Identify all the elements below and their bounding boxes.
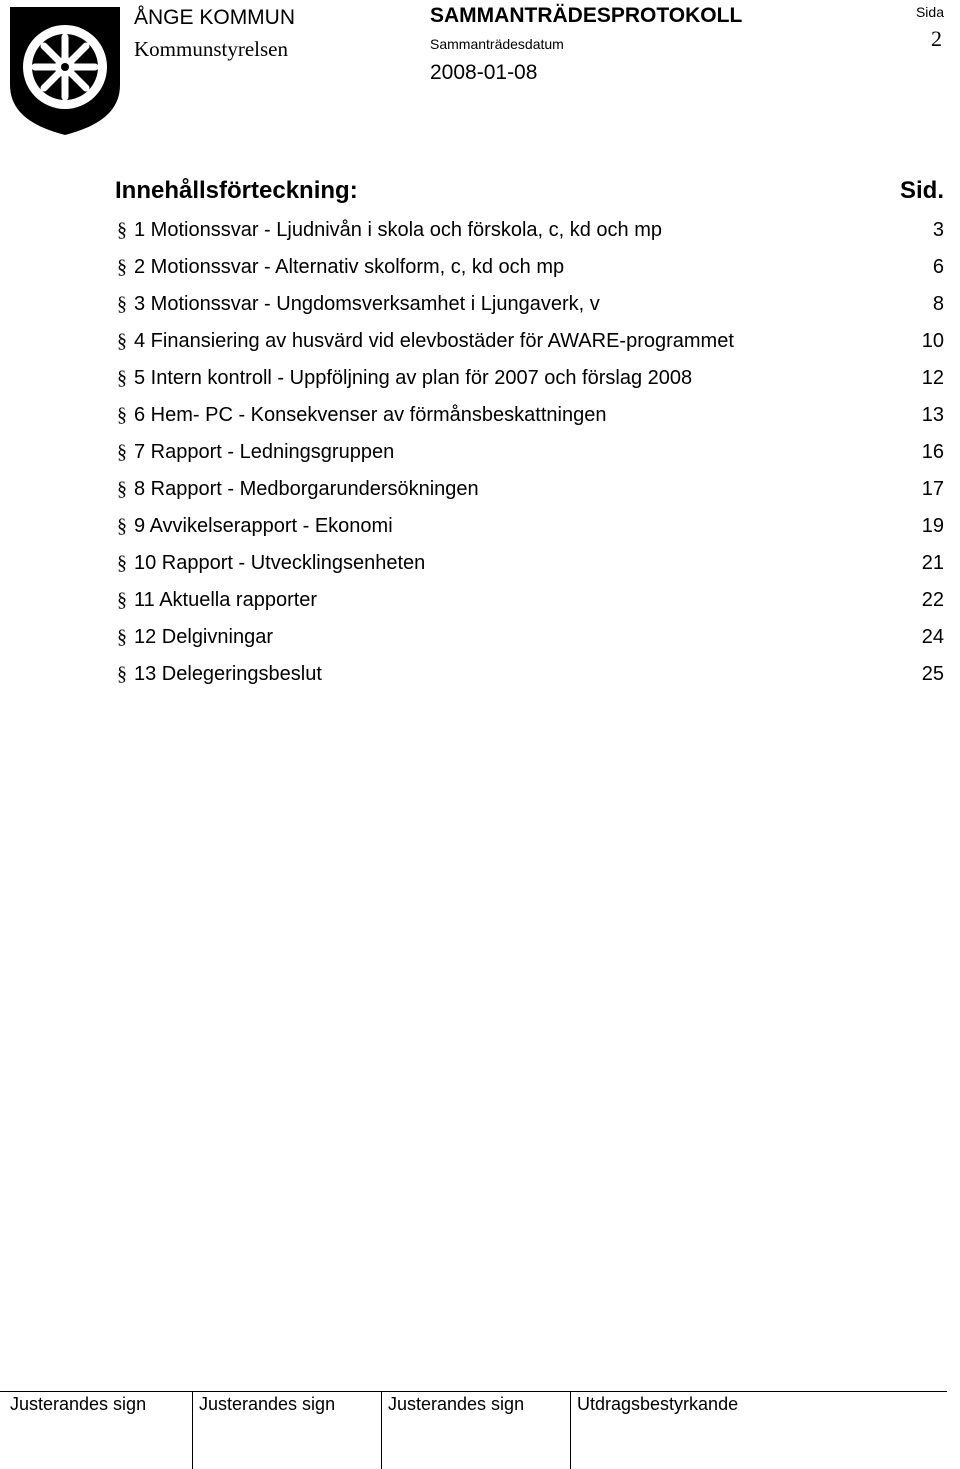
municipal-coat-of-arms-wheel-icon [8,5,123,137]
toc-item-title: 8 Rapport - Medborgarundersökningen [134,478,479,500]
toc-item [0,397,960,434]
toc-item [0,545,960,582]
toc-item [0,212,960,249]
section-symbol: § [117,404,127,426]
section-symbol: § [117,663,127,685]
toc-item-page: 6 [932,256,944,278]
toc-item-page: 22 [921,589,944,611]
meeting-date-label: Sammanträdesdatum [430,36,564,52]
toc-item [0,656,960,693]
toc-item [0,360,960,397]
toc-item [0,471,960,508]
toc-item-title: 11 Aktuella rapporter [134,589,318,611]
section-symbol: § [117,589,127,611]
toc-item [0,582,960,619]
document-title: SAMMANTRÄDESPROTOKOLL [430,4,743,27]
section-symbol: § [117,256,127,278]
toc-item [0,508,960,545]
toc-heading: Innehållsförteckning: [115,177,358,204]
section-symbol: § [117,515,127,537]
toc-item-title: 12 Delgivningar [134,626,273,648]
toc-item-title: 5 Intern kontroll - Uppföljning av plan för 2007 och förslag 2008 [134,367,693,389]
signature-box-2: Justerandes sign [192,1392,381,1469]
toc-item [0,249,960,286]
toc-item-title: 7 Rapport - Ledningsgruppen [134,441,395,463]
toc-item-title: 4 Finansiering av husvärd vid elevbostäder för AWARE-programmet [134,330,734,352]
toc-item-title: 9 Avvikelserapport - Ekonomi [134,515,393,537]
page-number: 2 [931,26,942,51]
toc-item-page: 13 [921,404,944,426]
organization-name: ÅNGE KOMMUN [134,6,296,29]
board-name: Kommunstyrelsen [134,37,288,61]
signature-box-3: Justerandes sign [381,1392,570,1469]
toc-item-page: 19 [921,515,944,537]
toc-item-title: 1 Motionssvar - Ljudnivån i skola och förskola, c, kd och mp [134,219,663,241]
section-symbol: § [117,367,127,389]
certification-box: Utdragsbestyrkande [570,1392,947,1469]
toc-item-page: 25 [921,663,944,685]
page-label: Sida [915,4,944,20]
section-symbol: § [117,478,127,500]
toc-list [0,212,960,693]
section-symbol: § [117,626,127,648]
meeting-date: 2008-01-08 [430,61,538,84]
toc-item-title: 2 Motionssvar - Alternativ skolform, c, kd och mp [134,256,565,278]
toc-item [0,434,960,471]
toc-item-page: 10 [921,330,944,352]
toc-item-page: 17 [921,478,944,500]
section-symbol: § [117,441,127,463]
toc-item-page: 3 [932,219,944,241]
section-symbol: § [117,219,127,241]
section-symbol: § [117,552,127,574]
toc-item-page: 16 [921,441,944,463]
toc-item [0,619,960,656]
toc-item [0,323,960,360]
section-symbol: § [117,293,127,315]
toc-item-page: 8 [932,293,944,315]
toc-item-page: 12 [921,367,944,389]
toc-item-title: 10 Rapport - Utvecklingsenheten [134,552,426,574]
toc-item-page: 24 [921,626,944,648]
section-symbol: § [117,330,127,352]
toc-item-title: 3 Motionssvar - Ungdomsverksamhet i Ljungaverk, v [134,293,600,315]
toc-item [0,286,960,323]
toc-page-column-label: Sid. [899,177,944,204]
signature-box-1: Justerandes sign [10,1394,147,1414]
toc-item-title: 13 Delegeringsbeslut [134,663,322,685]
toc-item-page: 21 [921,552,944,574]
toc-item-title: 6 Hem- PC - Konsekvenser av förmånsbeskattningen [134,404,607,426]
